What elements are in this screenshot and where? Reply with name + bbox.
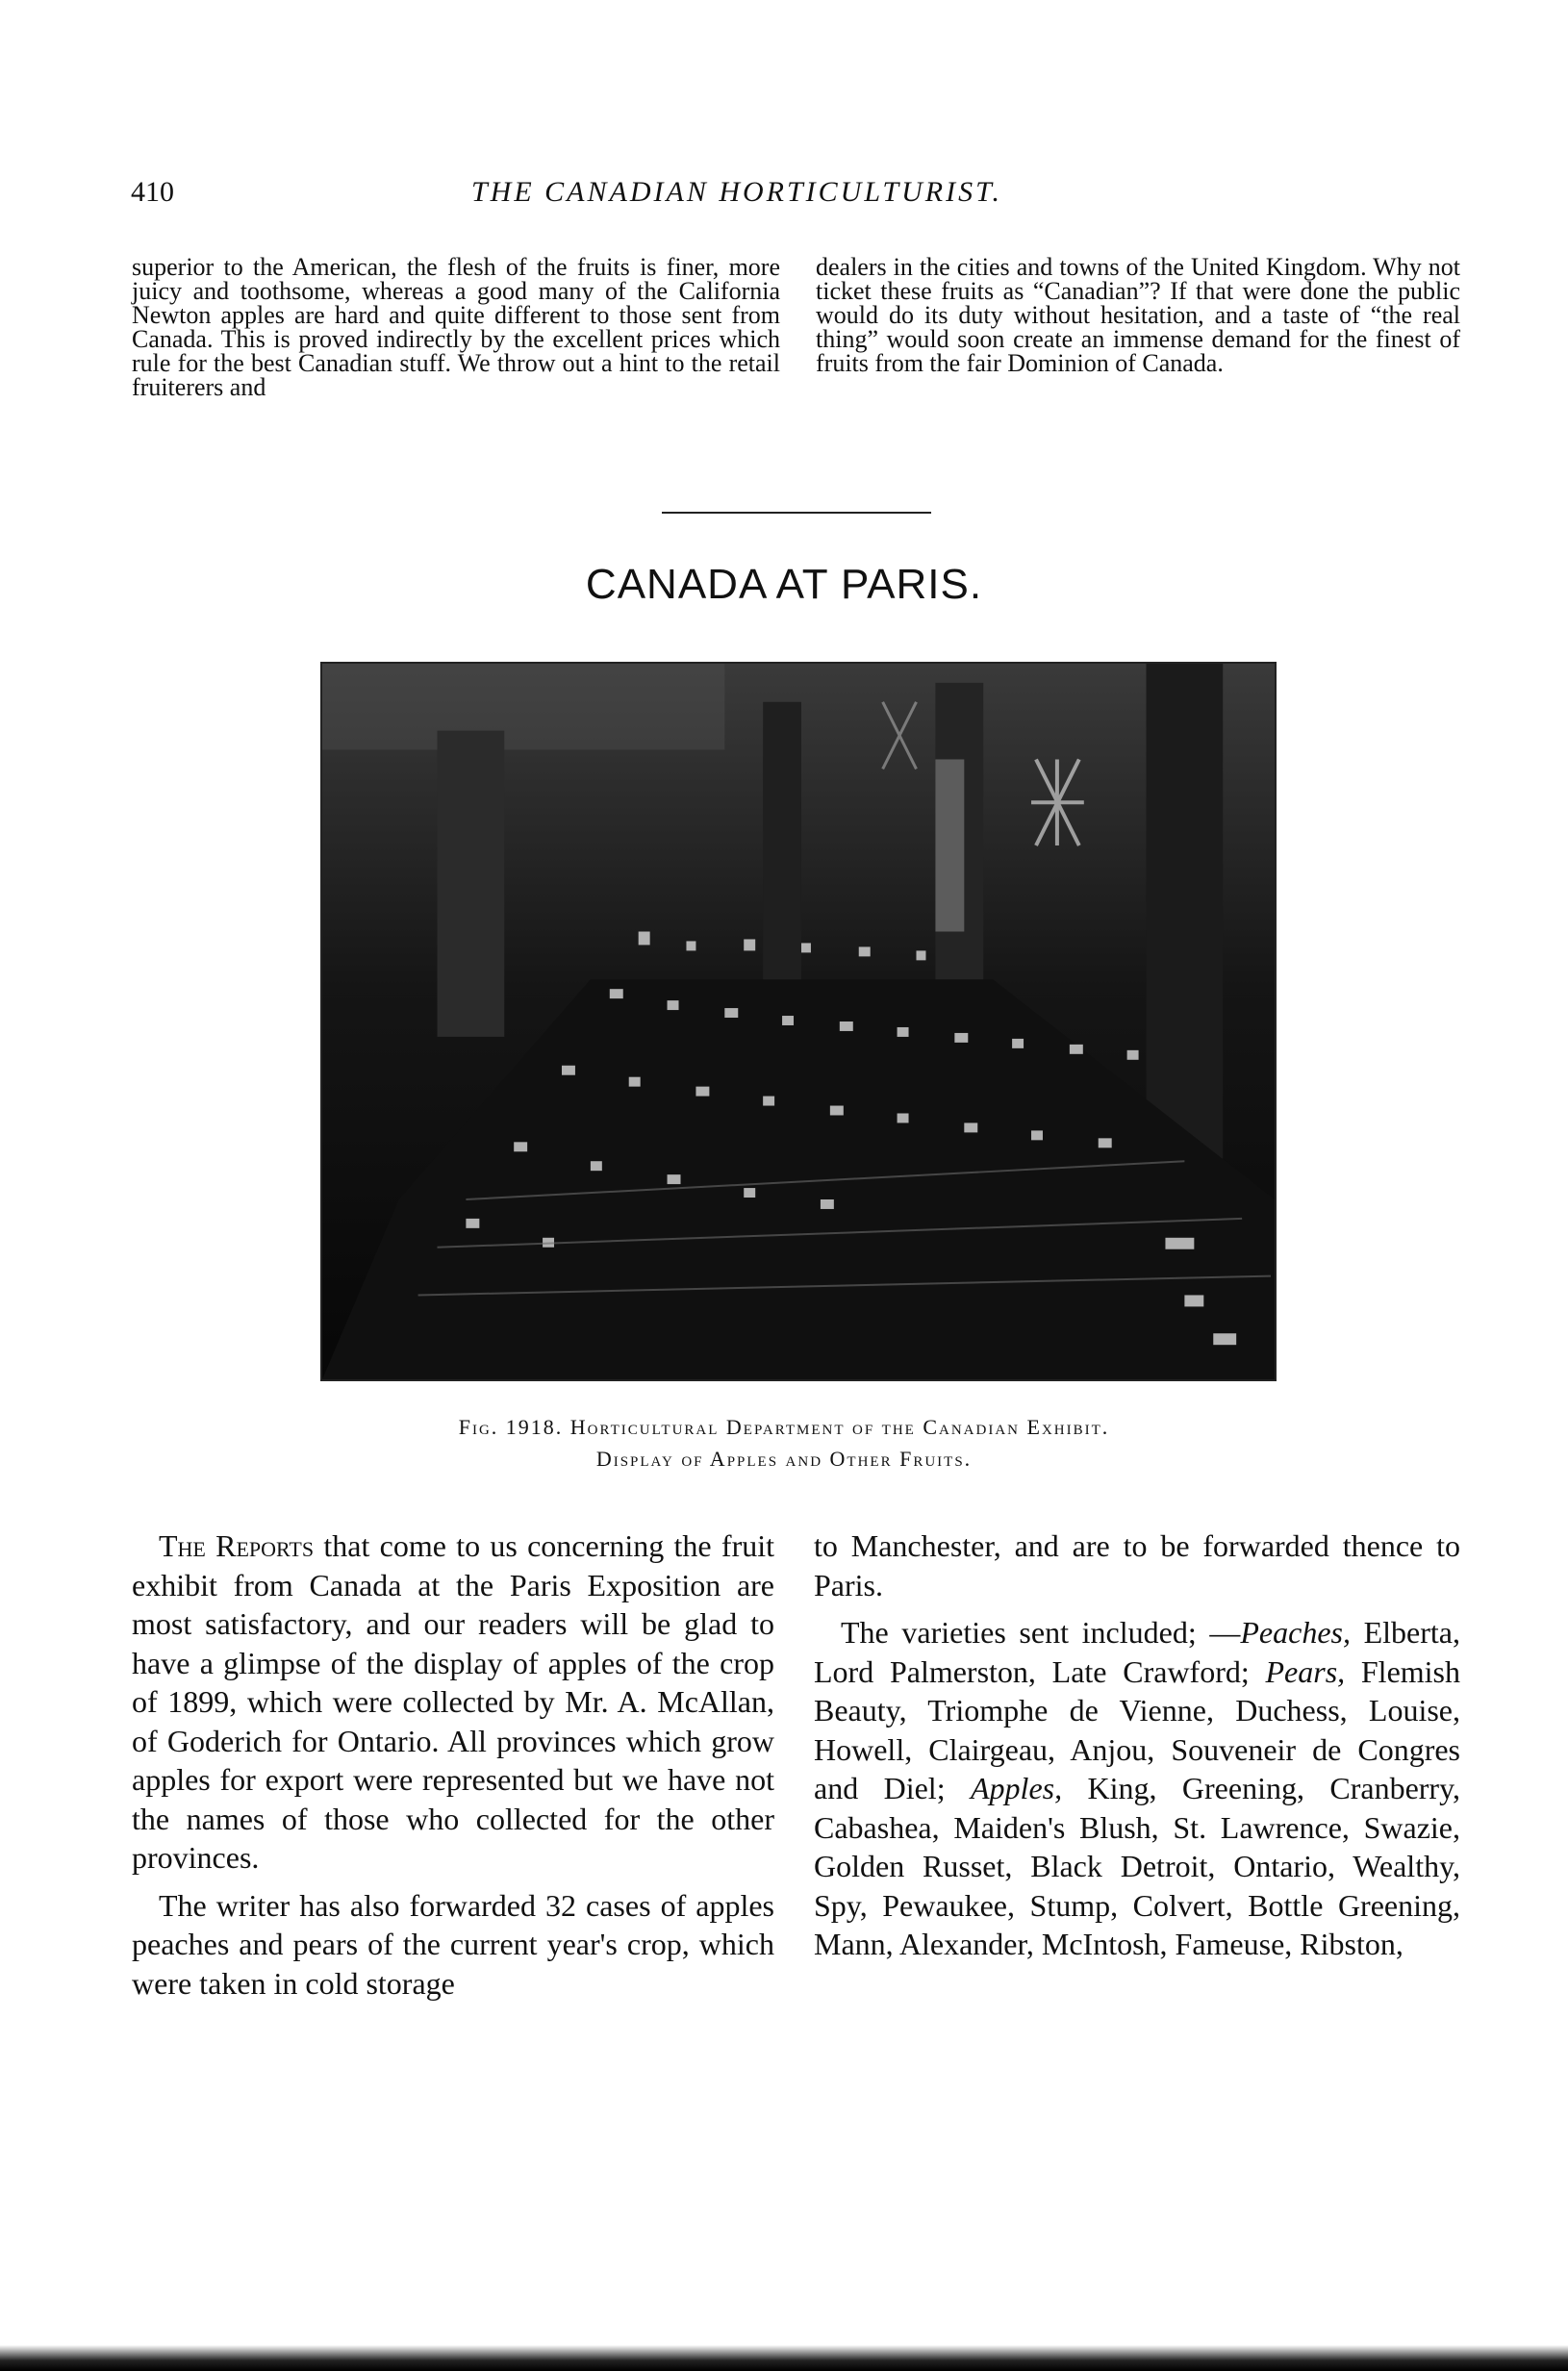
article-paragraph-2: The writer has also forwarded 32 cases of apples peaches and pears of the current year's crop, which were taken in cold storage xyxy=(132,1887,774,2001)
article-paragraph-1 xyxy=(132,1526,774,1878)
apples-list: King, Greening, Cranberry, Cabashea, Maiden's Blush, St. Lawrence, Swazie, Golden Russet, Black Detroit, Ontario, Wealthy, Spy, Pewaukee, Stump, Colvert, Bottle Greening, Mann, Alexander, McIntosh, Fameuse, Ribston, xyxy=(814,1771,1461,1961)
peaches-heading: Peaches, xyxy=(1240,1615,1351,1650)
caption-line-2-text: Display of Apples and Other Fruits. xyxy=(595,1447,973,1471)
exhibit-photograph xyxy=(320,662,1277,1381)
top-right-paragraph: dealers in the cities and towns of the United Kingdom. Why not ticket these fruits as “Canadian”? If that were done the public would do its duty without hesitation, and a taste of “the real thing” would soon create an immense demand for the finest of fruits from the fair Dominion of Canada. xyxy=(816,253,1460,377)
running-head: THE CANADIAN HORTICULTURIST. xyxy=(471,176,1003,208)
varieties-paragraph xyxy=(814,1613,1460,1964)
exhibit-photo-illustration xyxy=(322,664,1275,1379)
article-paragraph-3: to Manchester, and are to be forwarded thence to Paris. xyxy=(814,1528,1460,1602)
paragraph-1-text: that come to us concerning the fruit exhibit from Canada at the Paris Exposition are most satisfactory, and our readers will be glad to have a glimpse of the display of apples of the crop of 1899, which were collected by Mr. A. McAllan, of Goderich for Ontario. All provinces which grow apples for export were represented but we have not the names of those who collected for the other provinces. xyxy=(132,1528,775,1875)
article-left-column xyxy=(132,1526,774,2011)
figure-caption xyxy=(0,1411,1568,1475)
caption-line-2 xyxy=(0,1443,1568,1475)
page-number: 410 xyxy=(131,176,174,208)
pears-list: Flemish Beauty, Triomphe de Vienne, Duchess, Louise, Howell, Clairgeau, Anjou, Souveneir de Congres and Diel; xyxy=(814,1653,1460,1805)
top-left-column xyxy=(132,255,780,399)
peaches-list: Elberta, Lord Palmerston, Late Crawford; xyxy=(814,1615,1461,1689)
article-right-column xyxy=(814,1526,1460,1973)
caption-line-1 xyxy=(0,1411,1568,1443)
pears-heading: Pears, xyxy=(1265,1653,1346,1689)
section-title: CANADA AT PARIS. xyxy=(585,561,983,608)
scan-bottom-edge xyxy=(0,2345,1568,2371)
varieties-intro: The varieties sent included; — xyxy=(841,1615,1241,1650)
paragraph-lead-in: The Reports xyxy=(159,1528,315,1563)
top-right-column xyxy=(816,255,1460,375)
caption-line-1-text: Fig. 1918. Horticultural Department of the Canadian Exhibit. xyxy=(458,1415,1110,1439)
section-divider xyxy=(662,512,931,514)
top-left-paragraph: superior to the American, the flesh of the fruits is finer, more juicy and toothsome, whereas a good many of the California Newton apples are hard and quite different to those sent from Canada. This is proved indirectly by the excellent prices which rule for the best Canadian stuff. We throw out a hint to the retail fruiterers and xyxy=(132,253,780,401)
apples-heading: Apples, xyxy=(971,1771,1063,1805)
